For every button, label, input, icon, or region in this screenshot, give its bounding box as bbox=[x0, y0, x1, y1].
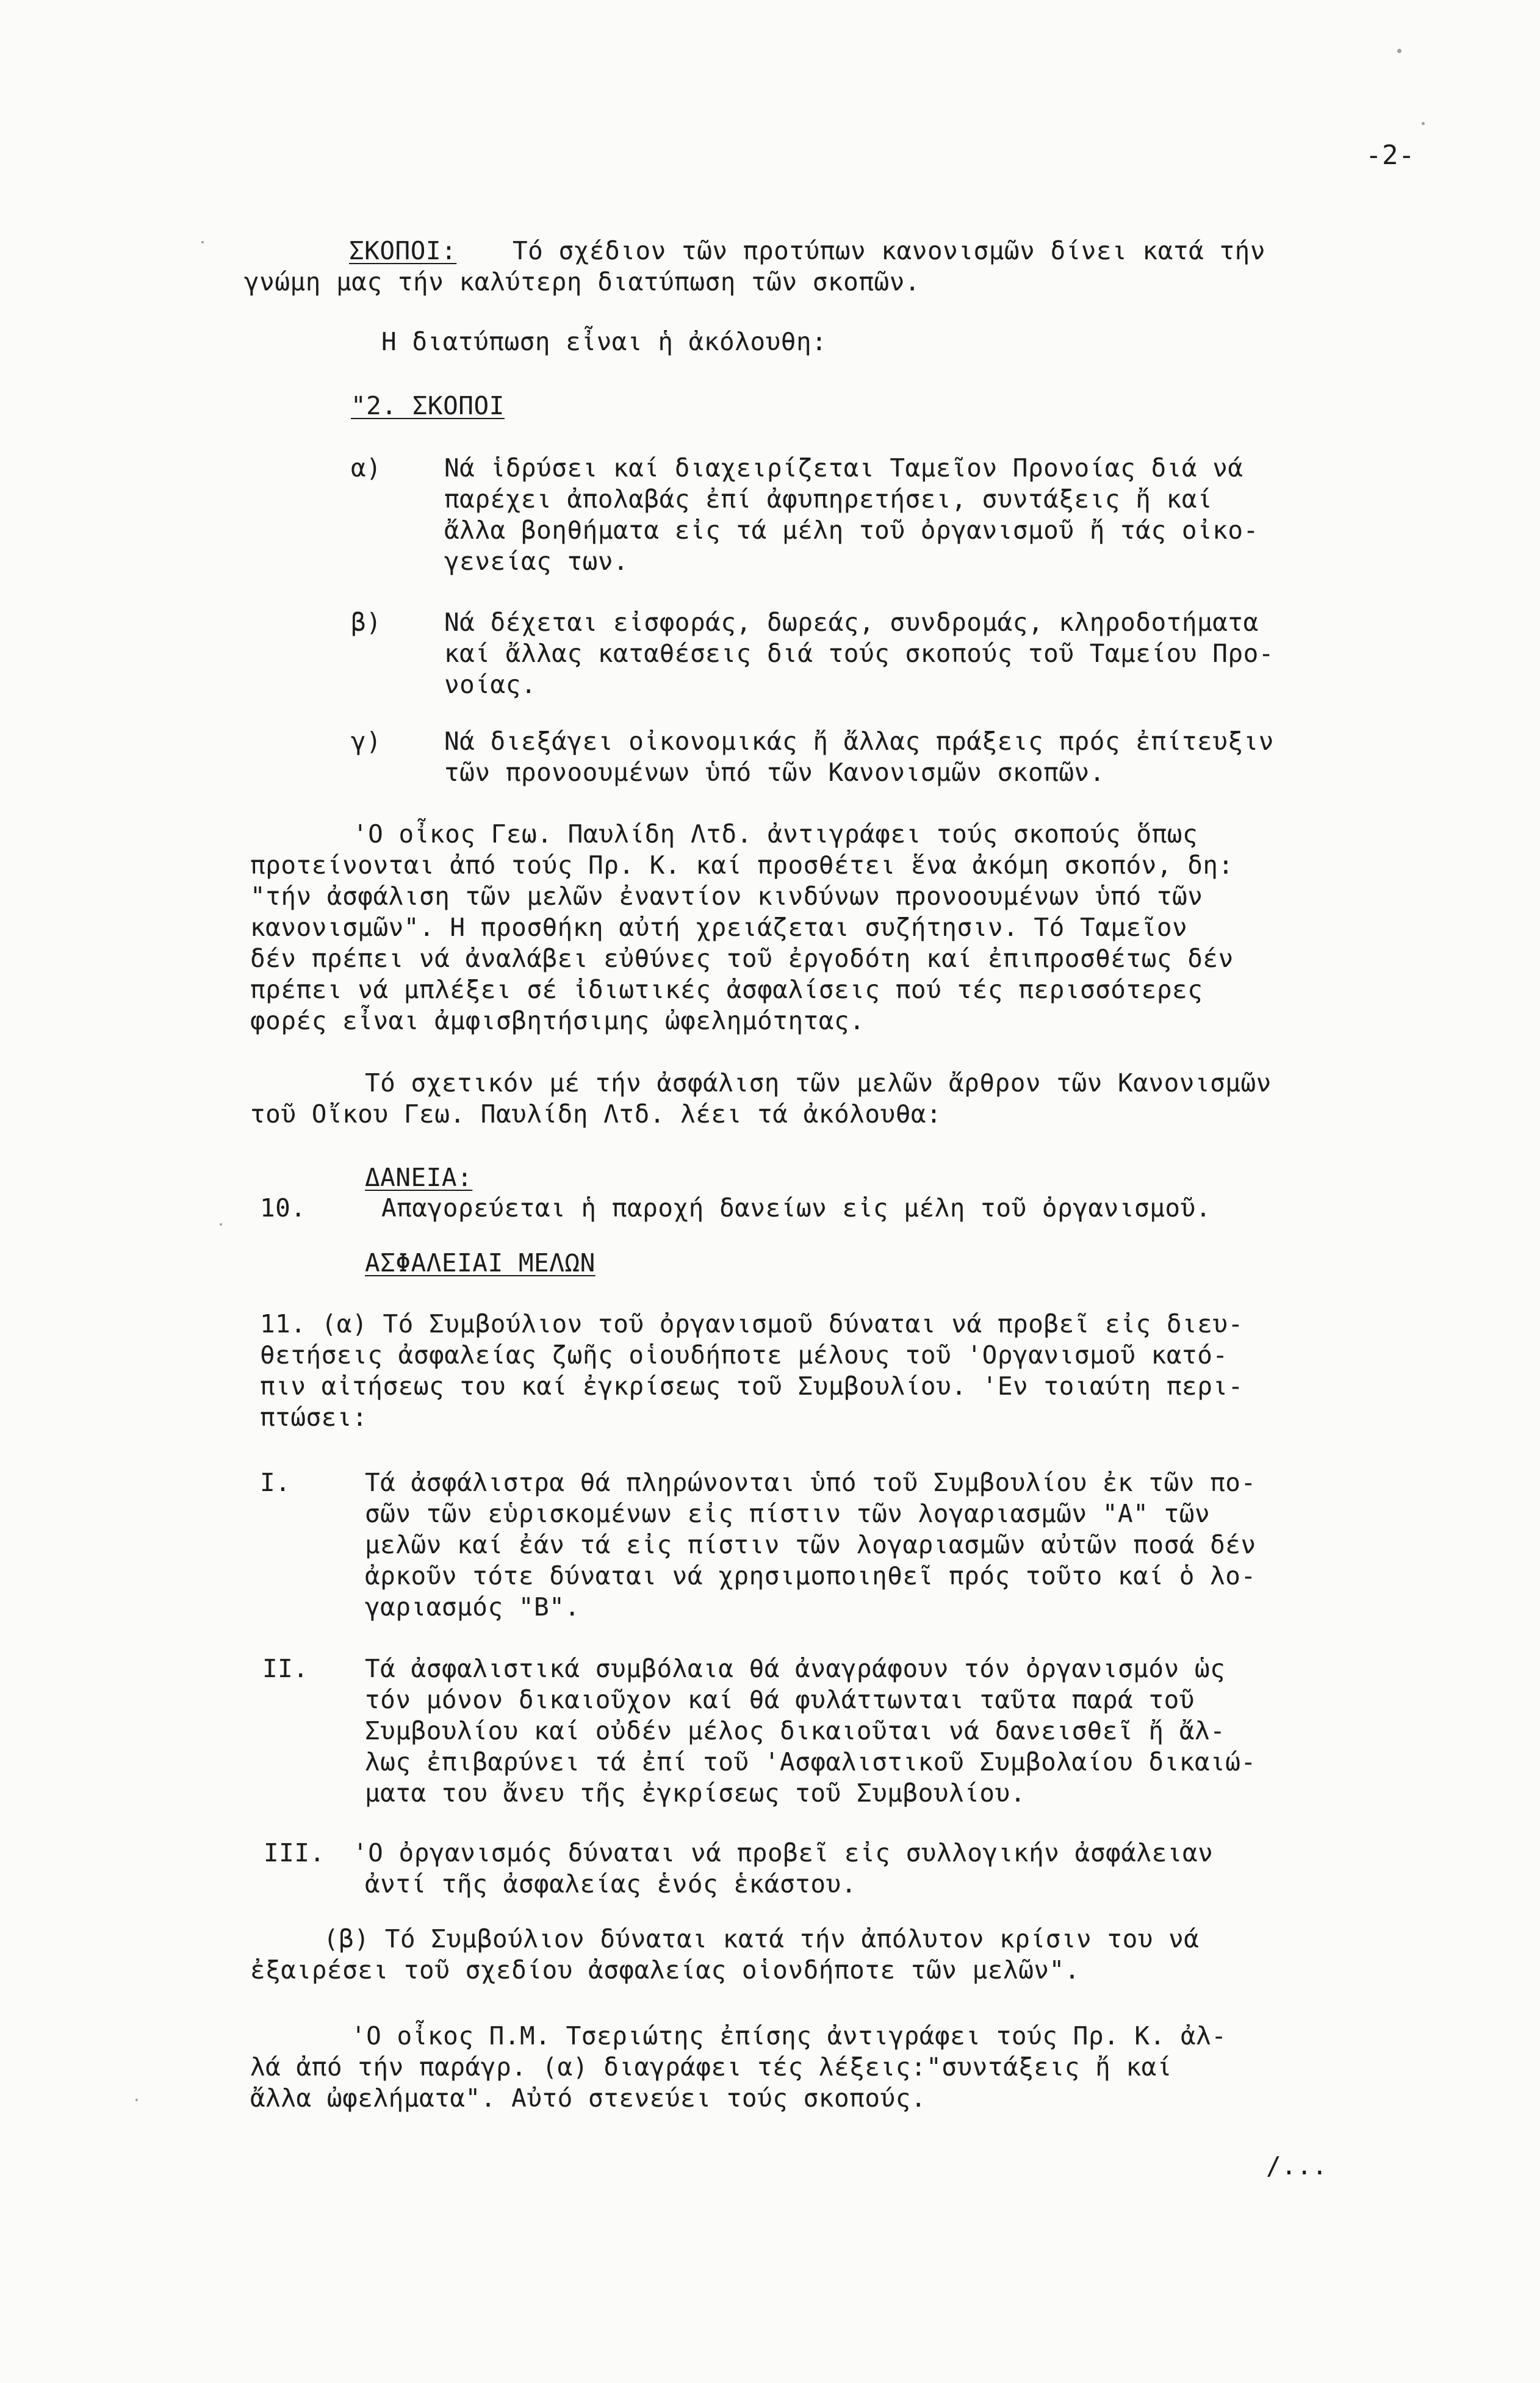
wording-intro: Η διατύπωση εἶναι ἡ ἀκόλουθη: bbox=[381, 327, 827, 356]
clause-line: ἀντί τῆς ἀσφαλείας ἑνός ἑκάστου. bbox=[365, 1869, 857, 1899]
clause-label: II. bbox=[262, 1654, 309, 1683]
clause-label: I. bbox=[260, 1468, 291, 1497]
insurance-intro-line: Τό σχετικόν μέ τήν ἀσφάλιση τῶν μελῶν ἄρθρον τῶν Κανονισμῶν bbox=[365, 1068, 1272, 1098]
article-line: θετήσεις ἀσφαλείας ζωῆς οἱουδήποτε μέλους τοῦ 'Οργανισμοῦ κατό- bbox=[260, 1340, 1228, 1370]
clause-label: III. bbox=[264, 1838, 325, 1867]
tseriotis-line: λά ἀπό τήν παράγρ. (α) διαγράφει τές λέξεις:"συντάξεις ἤ καί bbox=[250, 2052, 1173, 2082]
clause-line: λως ἐπιβαρύνει τά ἐπί τοῦ 'Ασφαλιστικοῦ Συμβολαίου δικαιώ- bbox=[365, 1747, 1256, 1777]
pavlidis-line: φορές εἶναι ἀμφισβητήσιμης ὠφελημότητας. bbox=[250, 1006, 865, 1035]
loans-heading: ΔΑΝΕΙΑ: bbox=[365, 1163, 473, 1192]
pavlidis-line: 'Ο οἶκος Γεω. Παυλίδη Λτδ. ἀντιγράφει τούς σκοπούς ὅπως bbox=[353, 819, 1198, 849]
loans-text: Απαγορεύεται ἡ παροχή δανείων εἰς μέλη τοῦ ὀργανισμοῦ. bbox=[381, 1193, 1211, 1223]
scan-speck bbox=[1397, 49, 1401, 53]
skopoi-intro-line: γνώμη μας τήν καλύτερη διατύπωση τῶν σκοπῶν. bbox=[244, 267, 921, 297]
item-label: β) bbox=[351, 608, 382, 637]
item-label: α) bbox=[351, 453, 382, 483]
item-line: τῶν προνοουμένων ὑπό τῶν Κανονισμῶν σκοπῶν. bbox=[444, 758, 1105, 787]
member-insurance-heading: ΑΣΦΑΛΕΙΑΙ ΜΕΛΩΝ bbox=[365, 1248, 595, 1278]
scan-speck bbox=[135, 2099, 138, 2101]
beta-line: (β) Τό Συμβούλιον δύναται κατά τήν ἀπόλυτον κρίσιν του νά bbox=[323, 1924, 1200, 1953]
item-line: Νά δέχεται εἰσφοράς, δωρεάς, συνδρομάς, κληροδοτήματα bbox=[444, 608, 1259, 637]
item-line: νοίας. bbox=[444, 670, 537, 699]
item-label: γ) bbox=[351, 727, 382, 756]
item-line: καί ἄλλας καταθέσεις διά τούς σκοπούς τοῦ Ταμείου Προ- bbox=[444, 639, 1274, 668]
scan-speck bbox=[1422, 122, 1425, 125]
clause-line: Τά ἀσφάλιστρα θά πληρώνονται ὑπό τοῦ Συμβουλίου ἐκ τῶν πο- bbox=[365, 1468, 1256, 1497]
clause-line: γαριασμός "Β". bbox=[365, 1592, 580, 1622]
article-line: πιν αἰτήσεως του καί ἐγκρίσεως τοῦ Συμβουλίου. 'Εν τοιαύτη περι- bbox=[260, 1371, 1243, 1401]
article-line: 11. (α) Τό Συμβούλιον τοῦ ὀργανισμοῦ δύναται νά προβεῖ εἰς διευ- bbox=[260, 1309, 1243, 1339]
item-line: Νά διεξάγει οἰκονομικάς ἤ ἄλλας πράξεις πρός ἐπίτευξιν bbox=[444, 727, 1274, 756]
tseriotis-line: 'Ο οἶκος Π.Μ. Τσεριώτης ἐπίσης ἀντιγράφει τούς Πρ. Κ. ἀλ- bbox=[351, 2021, 1227, 2051]
loans-number: 10. bbox=[260, 1193, 306, 1223]
beta-line: ἐξαιρέσει τοῦ σχεδίου ἀσφαλείας οἱονδήποτε τῶν μελῶν". bbox=[250, 1955, 1080, 1985]
clause-line: μελῶν καί ἐάν τά εἰς πίστιν τῶν λογαριασμῶν αὐτῶν ποσά δέν bbox=[365, 1530, 1256, 1559]
tseriotis-line: ἄλλα ὠφελήματα". Αὐτό στενεύει τούς σκοπούς. bbox=[250, 2083, 927, 2113]
item-line: γενείας των. bbox=[444, 547, 629, 576]
item-line: παρέχει ἀπολαβάς ἐπί ἀφυπηρετήσει, συντάξεις ἤ καί bbox=[444, 484, 1213, 514]
item-line: Νά ἱδρύσει καί διαχειρίζεται Ταμεῖον Προνοίας διά νά bbox=[444, 453, 1243, 483]
pavlidis-line: "τήν ἀσφάλιση τῶν μελῶν ἐναντίον κινδύνων προνοουμένων ὑπό τῶν bbox=[250, 882, 1203, 911]
skopoi-intro-line: Τό σχέδιον τῶν προτύπων κανονισμῶν δίνει κατά τήν bbox=[513, 236, 1266, 265]
pavlidis-line: κανονισμῶν". Η προσθήκη αὐτή χρειάζεται συζήτησιν. Τό Ταμεῖον bbox=[250, 913, 1188, 942]
clause-line: σῶν τῶν εὑρισκομένων εἰς πίστιν τῶν λογαριασμῶν "Α" τῶν bbox=[365, 1499, 1211, 1528]
scan-speck bbox=[220, 1223, 222, 1226]
clause-line: Συμβουλίου καί οὐδέν μέλος δικαιοῦται νά δανεισθεῖ ἤ ἄλ- bbox=[365, 1716, 1226, 1745]
clause-line: ἀρκοῦν τότε δύναται νά χρησιμοποιηθεῖ πρός τοῦτο καί ὁ λο- bbox=[365, 1561, 1256, 1590]
pavlidis-line: δέν πρέπει νά ἀναλάβει εὐθύνες τοῦ ἐργοδότη καί ἐπιπροσθέτως δέν bbox=[250, 944, 1234, 973]
clause-line: Τά ἀσφαλιστικά συμβόλαια θά ἀναγράφουν τόν ὀργανισμόν ὡς bbox=[365, 1654, 1226, 1683]
skopoi-heading: ΣΚΟΠΟΙ: bbox=[349, 236, 457, 265]
section-heading: "2. ΣΚΟΠΟΙ bbox=[351, 391, 505, 420]
article-line: πτώσει: bbox=[260, 1403, 368, 1432]
pavlidis-line: πρέπει νά μπλέξει σέ ἰδιωτικές ἀσφαλίσεις πού τές περισσότερες bbox=[250, 975, 1203, 1004]
continuation-mark: /... bbox=[1266, 2151, 1328, 2180]
clause-line: 'Ο ὀργανισμός δύναται νά προβεῖ εἰς συλλογικήν ἀσφάλειαν bbox=[353, 1838, 1214, 1867]
item-line: ἄλλα βοηθήματα εἰς τά μέλη τοῦ ὀργανισμοῦ ἤ τάς οἰκο- bbox=[444, 516, 1259, 545]
scan-speck bbox=[201, 241, 204, 243]
insurance-intro-line: τοῦ Οἴκου Γεω. Παυλίδη Λτδ. λέει τά ἀκόλουθα: bbox=[250, 1099, 942, 1129]
clause-line: ματα του ἄνευ τῆς ἐγκρίσεως τοῦ Συμβουλίου. bbox=[365, 1778, 1026, 1808]
pavlidis-line: προτείνονται ἀπό τούς Πρ. Κ. καί προσθέτει ἕνα ἀκόμη σκοπόν, δη: bbox=[250, 850, 1234, 880]
page-number: -2- bbox=[1365, 140, 1415, 171]
clause-line: τόν μόνον δικαιοῦχον καί θά φυλάττωνται ταῦτα παρά τοῦ bbox=[365, 1685, 1195, 1714]
